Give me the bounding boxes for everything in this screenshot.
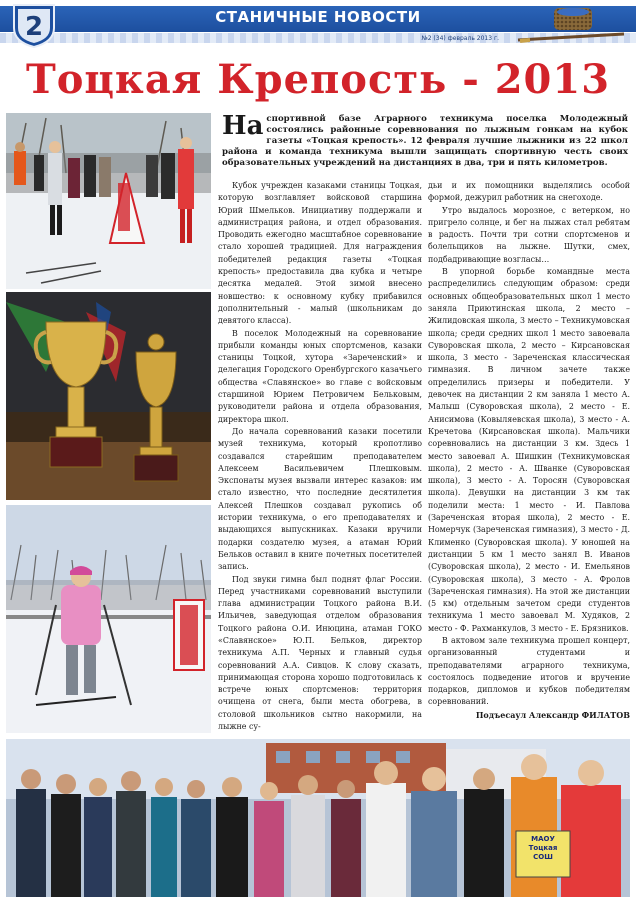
masthead [0,0,636,50]
photo-girl-skier [6,505,211,733]
article-lead [222,111,628,169]
paragraph: В поселок Молодежный на соревнование прибыли команды юных спортсменов, казаки станицы Тоцкой, хутора «Зареченский» и делегация Городского Оренбургского казачьего общества «Славянское» во главе с войсковым старшиной Юрием Петровичем Бельковым, руководители района и отдела образования, директора школ. [218,328,422,424]
paragraph: Кубок учрежден казаками станицы Тоцкая, которую возглавляет войсковой старшина Юрий Шмельков. Инициативу поддержали и администрация района, и отдел образования. Проводить ежегодно масштабное соревнование стало хорошей традицией. Для награждения победителей редакция газеты «Тоцкая крепость» предоставила два кубка и четыре десятка медалей. Этой зимой внесено новшество: к основному кубку прибавился дополнительный - малый (школьникам до девятого класса). [218,181,422,326]
lead-drop-cap: На [222,111,264,141]
issue-info: №2 (34) февраль 2013 г. [421,35,499,42]
photo-trophies [6,292,211,500]
section-title: СТАНИЧНЫЕ НОВОСТИ [215,8,421,26]
paragraph: В упорной борьбе командные места распределились следующим образом: среди основных общеобразовательных школ 1 место заняла Приютинская школа, 2 место – Жилидовская школа, 3 место – Техникумовская школа; среди средних школ 1 место завоевала Суворовская школа, 2 место – Кирсановская школа, 3 место - Зареченская классическая гимназия. В личном зачете также определились призеры и победители. У девочек на дистанции 2 км заняла 1 место А. Малыш (Суворовская школа), 2 место - Е. Анисимова (Ковыляевская школа), 3 место - А. Кречетова (Кирсановская школа). Мальчики соревновались на дистанции 3 км. Здесь 1 место завоевал А. Шишкин (Техникумовская школа), 2 место - А. Шванке (Суворовская школа), 3 место - А. Торосян (Суворовская школа). Девушки на дистанции 3 км так поделили места: 1 место - И. Павлова (Зареченская вторая школа), 2 место - Е. Номерчук (Зареченская гимназия), 3 место - Д. Клименко (Суворовская школа). У юношей на дистанции 5 км 1 место занял В. Иванов (Суворовская школа), 2 место - И. Емельянов (Суворовская школа), 3 место - А. Фролов (Зареченская гимназия). На этой же дистанции (5 км) отдельным зачетом среди студентов техникума 1 место завоевал М. Худяков, 2 место - Ф. Рахманкулов, 3 место - Е. Брязников. [428,267,630,633]
photo-ski-start [6,113,211,289]
article-title: Тоцкая Крепость - 2013 [25,56,611,103]
author-signature: Подъесаул Александр ФИЛАТОВ [475,709,630,720]
article-column-2 [428,180,630,721]
school-sign [516,831,570,877]
article-column-1 [218,180,422,733]
paragraph: Утро выдалось морозное, с ветерком, но пригрело солнце, и бег на лыжах стал ребятам в радость. Почти три сотни спортсменов и болельщиков на лыжне. Шутки, смех, подбадривающие возгласы… [428,205,630,264]
school-sign-text: МАОУ Тоцкая СОШ [528,835,558,861]
paragraph: Под звуки гимна был поднят флаг России. Перед участниками соревнований выступили глава администрации Тоцкого района В.И. Ильичев, заведующая отделом образования Тоцкого района О.И. Инюцина, атаман ГОКО «Славянское» Ю.П. Бельков, директор техникума А.П. Черных и главный судья соревнований А.А. Сивцов. К слову сказать, принимающая сторона хорошо подготовилась к встрече юных спортсменов: территория очищена от снега, были места обогрева, в столовой школьников сытно накормили, на лыжне су- [218,574,422,732]
photo-group [6,739,630,897]
lead-text: спортивной базе Аграрного техникума поселка Молодежный состоялись районные соревнования по лыжным гонкам на кубок газеты «Тоцкая крепость». 12 февраля лучшие лыжники из 22 школ района и команда техникума вышли защищать спортивную честь своих образовательных учреждений на дистанциях в два, три и пять километров. [222,114,628,168]
cossack-hat-sabre-icon [516,4,626,46]
page-number: 2 [24,12,44,42]
paragraph: В актовом зале техникума прошел концерт, организованный студентами и преподавателями аграрного техникума, состоялось подведение итогов и вручение подарков, дипломов и кубков победителям соревнований. [428,635,630,707]
paragraph: До начала соревнований казаки посетили музей техникума, который кропотливо создавался старейшим преподавателем Алексеем Васильевичем Плешковым. Экспонаты музея вызвали интерес казаков: им стало известно, что последние десятилетия Алексей Плешков создавал рукопись об истории техникума, о его преподавателях и выдающихся выпускниках. Казаки вручили подарки создателю музея, а атаман Юрий Бельков оставил в книге почетных посетителей запись. [218,426,422,572]
paragraph: дьи и их помощники выделялись особой формой, дежурил работник на снегоходе. [428,181,630,203]
